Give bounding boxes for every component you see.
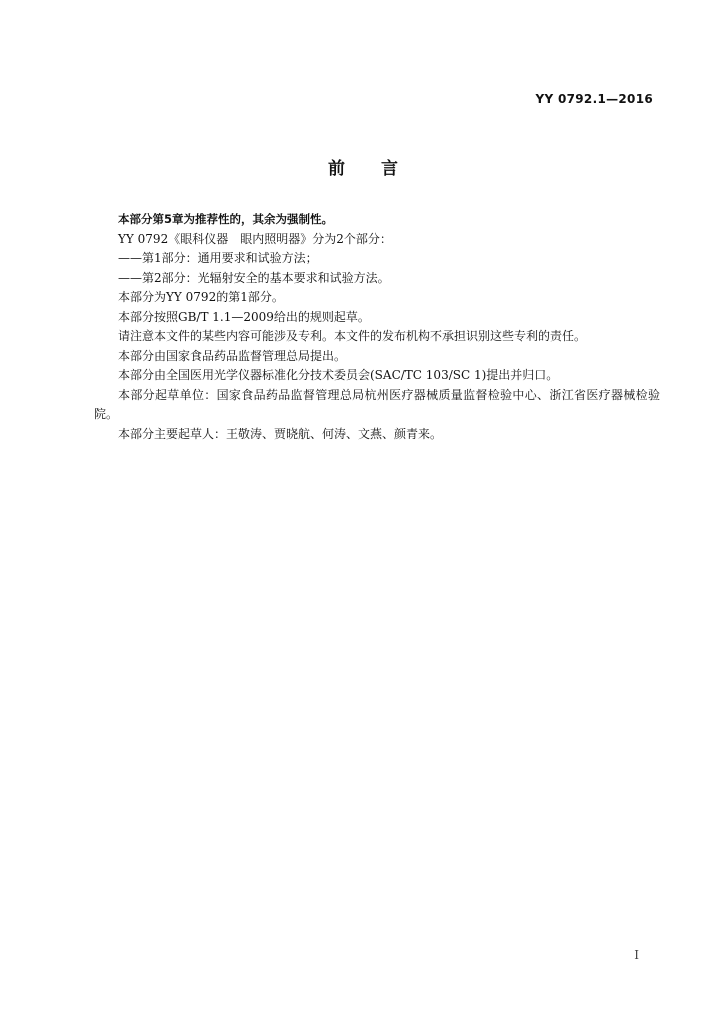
page-number: I [634,948,639,962]
title-char-1: 前 [328,159,345,179]
paragraph-committee: 本部分由全国医用光学仪器标准化分技术委员会(SAC/TC 103/SC 1)提出并归口。 [118,368,559,382]
paragraph-drafting-rules: 本部分按照GB/T 1.1—2009给出的规则起草。 [118,309,370,324]
paragraph-this-part: 本部分为YY 0792的第1部分。 [118,290,284,304]
paragraph-drafting-units: 本部分起草单位：国家食品药品监督管理总局杭州医疗器械质量监督检验中心、浙江省医疗器械检验院。 [94,387,660,421]
paragraph-parts-intro: YY 0792《眼科仪器 眼内照明器》分为2个部分： [118,231,392,246]
paragraph-proposed-by: 本部分由国家食品药品监督管理总局提出。 [118,348,347,363]
title-char-2: 言 [381,159,398,179]
paragraph-mandatory-statement: 本部分第5章为推荐性的，其余为强制性。 [118,212,333,226]
paragraph-patent-notice: 请注意本文件的某些内容可能涉及专利。本文件的发布机构不承担识别这些专利的责任。 [118,329,587,343]
paragraph-drafters: 本部分主要起草人：王敬涛、贾晓航、何涛、文燕、颜青来。 [118,426,443,441]
page-title [0,154,726,179]
paragraph-part-2: ——第2部分：光辐射安全的基本要求和试验方法。 [118,270,390,285]
foreword-body [94,210,660,444]
document-standard-number: YY 0792.1—2016 [535,92,653,106]
paragraph-part-1: ——第1部分：通用要求和试验方法； [118,251,318,265]
